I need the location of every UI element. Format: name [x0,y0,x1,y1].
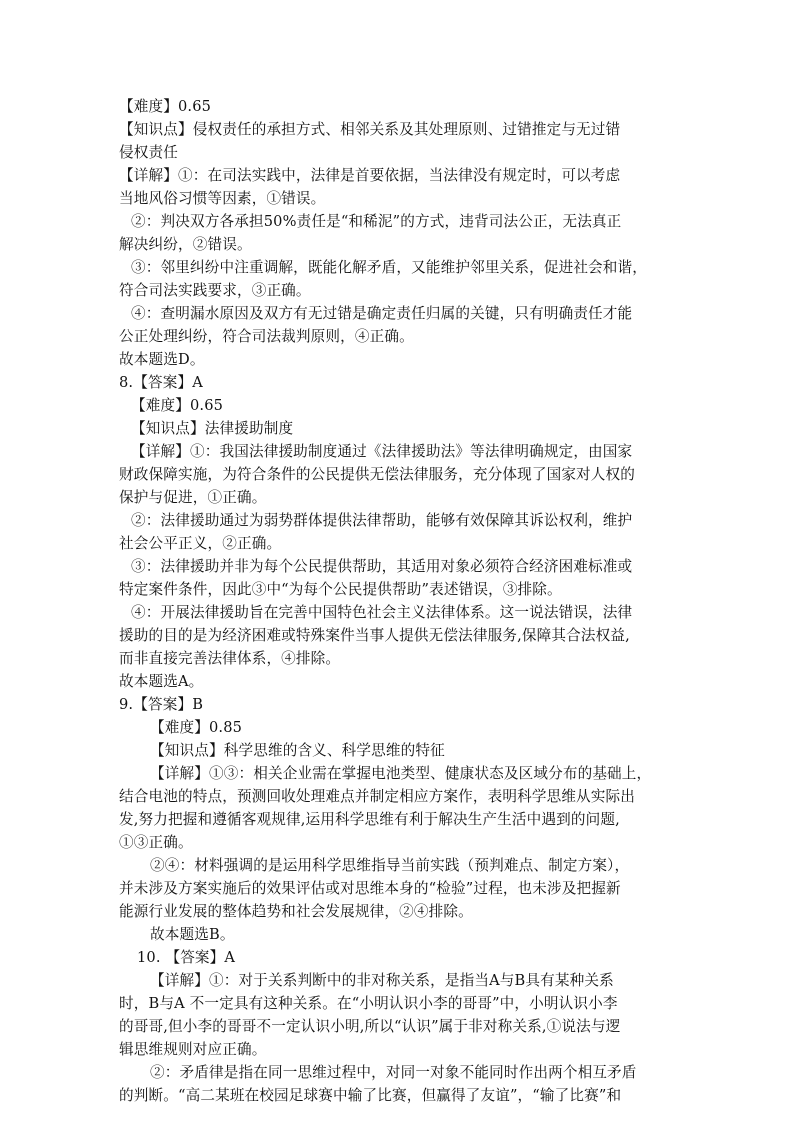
text-line: 符合司法实践要求，③正确。 [119,282,311,299]
text-line: 的判断。“高二某班在校园足球赛中输了比赛，但赢得了友谊”，“输了比赛”和 [119,1087,622,1104]
text-line: 【知识点】侵权责任的承担方式、相邻关系及其处理原则、过错推定与无过错 [119,121,621,138]
text-line: ③：邻里纠纷中注重调解，既能化解矛盾，又能维护邻里关系，促进社会和谐， [131,259,648,276]
text-line: 【难度】0.85 [150,719,243,736]
text-line: 并未涉及方案实施后的效果评估或对思维本身的“检验”过程，也未涉及把握新 [119,880,621,897]
text-line: 结合电池的特点，预测回收处理难点并制定相应方案作，表明科学思维从实际出 [119,788,636,805]
text-line: 发,努力把握和遵循客观规律,运用科学思维有利于解决生产生活中遇到的问题, [119,811,620,828]
text-line: 能源行业发展的整体趋势和社会发展规律，②④排除。 [119,903,473,920]
text-line: ③：法律援助并非为每个公民提供帮助，其适用对象必须符合经济困难标准或 [131,558,633,575]
text-line: 故本题选A。 [119,673,204,690]
text-line: 【知识点】法律援助制度 [131,420,294,437]
text-line: 【详解】①：在司法实践中，法律是首要依据，当法律没有规定时，可以考虑 [119,167,621,184]
text-line: 保护与促进，①正确。 [119,489,267,506]
text-line: 而非直接完善法律体系，④排除。 [119,650,341,667]
text-line: 【详解】①：我国法律援助制度通过《法律援助法》等法律明确规定，由国家 [131,443,633,460]
text-line: 当地风俗习惯等因素，①错误。 [119,190,326,207]
text-line: ④：查明漏水原因及双方有无过错是确定责任归属的关键，只有明确责任才能 [131,305,633,322]
text-line: ④：开展法律援助旨在完善中国特色社会主义法律体系。这一说法错误，法律 [131,604,633,621]
text-line: ②：判决双方各承担50%责任是“和稀泥”的方式，违背司法公正，无法真正 [131,213,622,230]
text-line: 时，B与A 不一定具有这种关系。在“小明认识小李的哥哥”中，小明认识小李 [119,995,618,1012]
text-line: 解决纠纷，②错误。 [119,236,252,253]
text-line: ②：法律援助通过为弱势群体提供法律帮助，能够有效保障其诉讼权利，维护 [131,512,633,529]
text-line: 【难度】0.65 [131,397,224,414]
answer-heading: 9.【答案】B [119,696,204,713]
text-line: ②：矛盾律是指在同一思维过程中，对同一对象不能同时作出两个相互矛盾 [150,1064,637,1081]
answer-heading: 10. 【答案】A [137,949,236,966]
answer-heading: 8.【答案】A [119,374,203,391]
text-line: 社会公平正义，②正确。 [119,535,282,552]
text-line: 的哥哥,但小李的哥哥不一定认识小明,所以“认识”属于非对称关系,①说法与逻 [119,1018,621,1035]
text-line: 辑思维规则对应正确。 [119,1041,267,1058]
text-line: 【难度】0.65 [119,98,212,115]
text-line: 【详解】①③：相关企业需在掌握电池类型、健康状态及区域分布的基础上， [150,765,652,782]
text-line: 公正处理纠纷，符合司法裁判原则，④正确。 [119,328,414,345]
text-line: 财政保障实施，为符合条件的公民提供无偿法律服务，充分体现了国家对人权的 [119,466,636,483]
text-line: 故本题选D。 [119,351,205,368]
text-line: ①③正确。 [119,834,193,851]
text-line: ②④：材料强调的是运用科学思维指导当前实践（预判难点、制定方案）， [150,857,630,874]
text-line: 侵权责任 [119,144,178,161]
text-line: 故本题选B。 [150,926,235,943]
text-line: 【知识点】科学思维的含义、科学思维的特征 [150,742,445,759]
text-line: 特定案件条件，因此③中“为每个公民提供帮助”表述错误，③排除。 [119,581,562,598]
text-line: 援助的目的是为经济困难或特殊案件当事人提供无偿法律服务,保障其合法权益, [119,627,630,644]
text-line: 【详解】①：对于关系判断中的非对称关系，是指当A与B具有某种关系 [150,972,614,989]
